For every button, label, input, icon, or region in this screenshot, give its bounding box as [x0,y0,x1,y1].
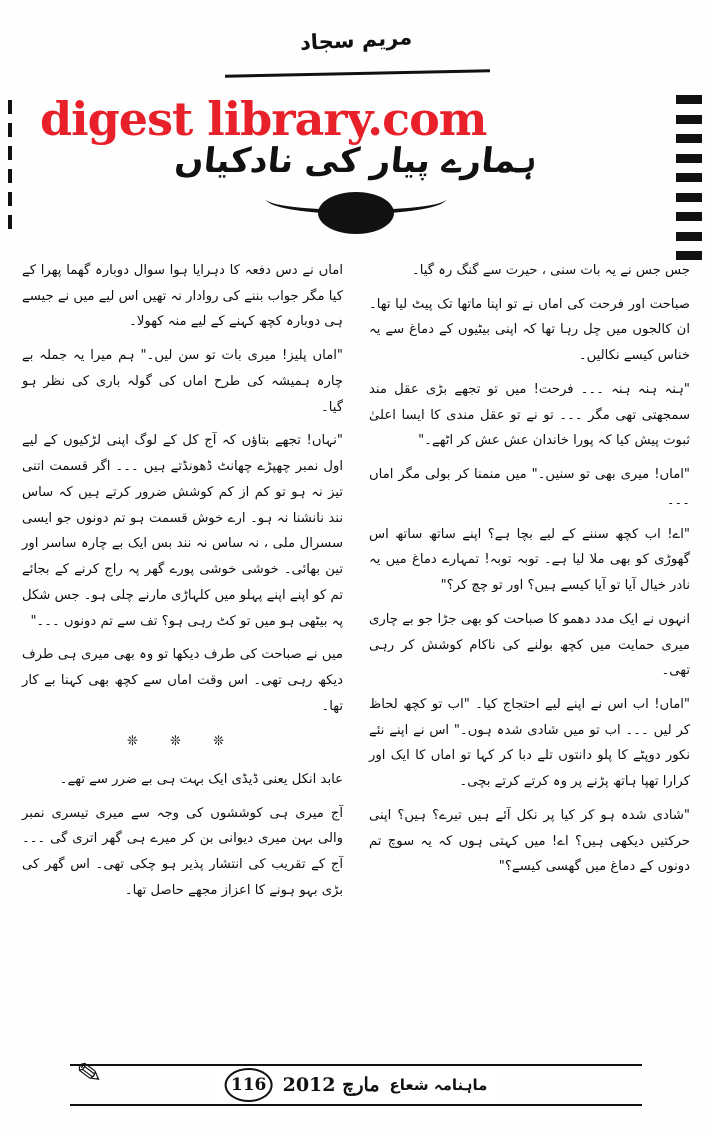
title-blob-decoration [318,192,394,234]
story-title: ہمارے پیار کی نادکیاں [172,141,540,181]
paragraph: میں نے صباحت کی طرف دیکھا تو وہ بھی میری ہی طرف دیکھ رہی تھی۔ اس وقت اماں سے کچھ بھی کہنا بے کار تھا۔ [22,647,343,714]
footer-rule-bottom [70,1104,642,1106]
paragraph: "اماں! اب اس نے اپنے لیے احتجاج کیا۔ "اب تو کچھ لحاظ کر لیں ۔۔۔ اب تو میں شادی شدہ ہوں۔" اس نے اپنے نئے نکور دوپٹے کا پلو دانتوں تلے دبا کر کہا تو اماں کا ایک اور کرارا تھپا ہاتھ پڑنے پر وہ کرتے کرتے بچی۔ [369,697,690,790]
column-left [22,258,343,1040]
paragraph: "ہنہ ہنہ ہنہ ۔۔۔ فرحت! میں تو تجھے بڑی عقل مند سمجھتی تھی مگر ۔۔۔ تو نے تو عقل مندی کا ایسا اعلیٰ ثبوت پیش کیا کہ پورا خاندان عش عش کر اٹھے۔" [369,381,690,449]
paragraph: آج میری ہی کوششوں کی وجہ سے میری تیسری نمبر والی بہن میری دیوانی بن کر میرے ہی گھر اتری گی ۔۔۔ آج کے تقریب کی انتشار پذیر ہو چکی تھی۔ اس گھر کی بڑی بہو ہونے کا اعزاز مجھے حاصل تھا۔ [22,805,343,898]
section-divider: ❊ ❊ ❊ [127,734,238,750]
paragraph: "اماں پلیز! میری بات تو سن لیں۔" ہم میرا یہ جملہ بے چارہ ہمیشہ کی طرح اماں کی گولہ باری کی نظر ہو گیا۔ [22,348,343,415]
watermark-text: digest library.com [40,92,487,146]
magazine-name: ماہنامہ شعاع [389,1076,488,1094]
author-name: مریم سجاد [299,25,413,55]
paragraph: "شادی شدہ ہو کر کیا پر نکل آئے ہیں تیرے؟ ہیں؟ اپنی حرکتیں دیکھی ہیں؟ اے! میں کہتی ہوں کہ یہ سوچ تم دونوں کے دماغ میں گھسی کیسے؟" [369,807,690,875]
issue-date: مارچ 2012 [282,1074,380,1096]
paragraph: "اے! اب کچھ سننے کے لیے بچا ہے؟ اپنے ساتھ ساتھ اس گھوڑی کو بھی ملا لیا ہے۔ توبہ توبہ! تمہارے دماغ میں یہ نادر خیال آیا تو آیا کیسے ہیں؟ اور تو چچ کر؟" [369,526,690,594]
page-footer [0,1054,712,1116]
footer-center-group [217,1068,496,1102]
column-right [369,258,690,1040]
paragraph: "اماں! میری بھی تو سنیں۔" میں منمنا کر بولی مگر اماں ۔۔۔ [369,467,690,508]
page-number: 116 [225,1068,273,1102]
paragraph: انہوں نے ایک مدد دھمو کا صباحت کو بھی جڑا جو بے چاری میری حمایت میں کچھ بولنے کی ناکام کوشش کر رہی تھی۔ [369,611,690,679]
paragraph: "نہاں! تجھے بتاؤں کہ آج کل کے لوگ اپنی لڑکیوں کے لیے اول نمبر چھپڑے چھانٹ ڈھونڈتے ہیں ۔۔۔ اگر قسمت اتنی تیز نہ ہو تو کم از کم کوشش ضرور کرتے ہیں کہ ساس نند نانشنا نہ ہو۔ ارے خوش قسمت ہو تم دونوں جو ایسی سسرال ملی ، نہ ساس نہ نند بس ایک بے چارہ ساسر اور تین بھائی۔ خوشی خوشی پورے گھر پہ راج کرنے کے بجائے تم کو اپنے اپنے پہلو میں کلہاڑی مارنے چلی ہو۔ جس شکل پہ بیٹھی ہو میں تو کٹ رہی ہو؟ تف سے تم دونوں ۔۔۔" [22,433,343,629]
paragraph: صباحت اور فرحت کی اماں نے تو اپنا ماتھا تک پیٹ لیا تھا۔ ان کالجوں میں چل رہا تھا کہ اپنی بیٹیوں کے دماغ سے یہ خناس کیسے نکالیں۔ [369,296,690,364]
paragraph: جس جس نے یہ بات سنی ، حیرت سے گنگ رہ گیا۔ [412,263,690,278]
footer-rule-top [70,1064,642,1066]
footer-decorative-scribble: ✎ [74,1054,105,1094]
story-title-block [0,140,712,181]
author-underline [225,69,490,78]
paragraph: اماں نے دس دفعہ کا دہرایا ہوا سوال دوبارہ گھما پھرا کے کیا مگر جواب بننے کی روادار نہ تھیں اس لیے میں نے جیسے ہی دوبارہ کچھ کہنے کے لیے منہ کھولا۔ [22,263,343,330]
paragraph: عابد انکل یعنی ڈیڈی ایک بہت ہی بے ضرر سے تھے۔ [59,771,343,787]
article-columns [22,258,690,1040]
